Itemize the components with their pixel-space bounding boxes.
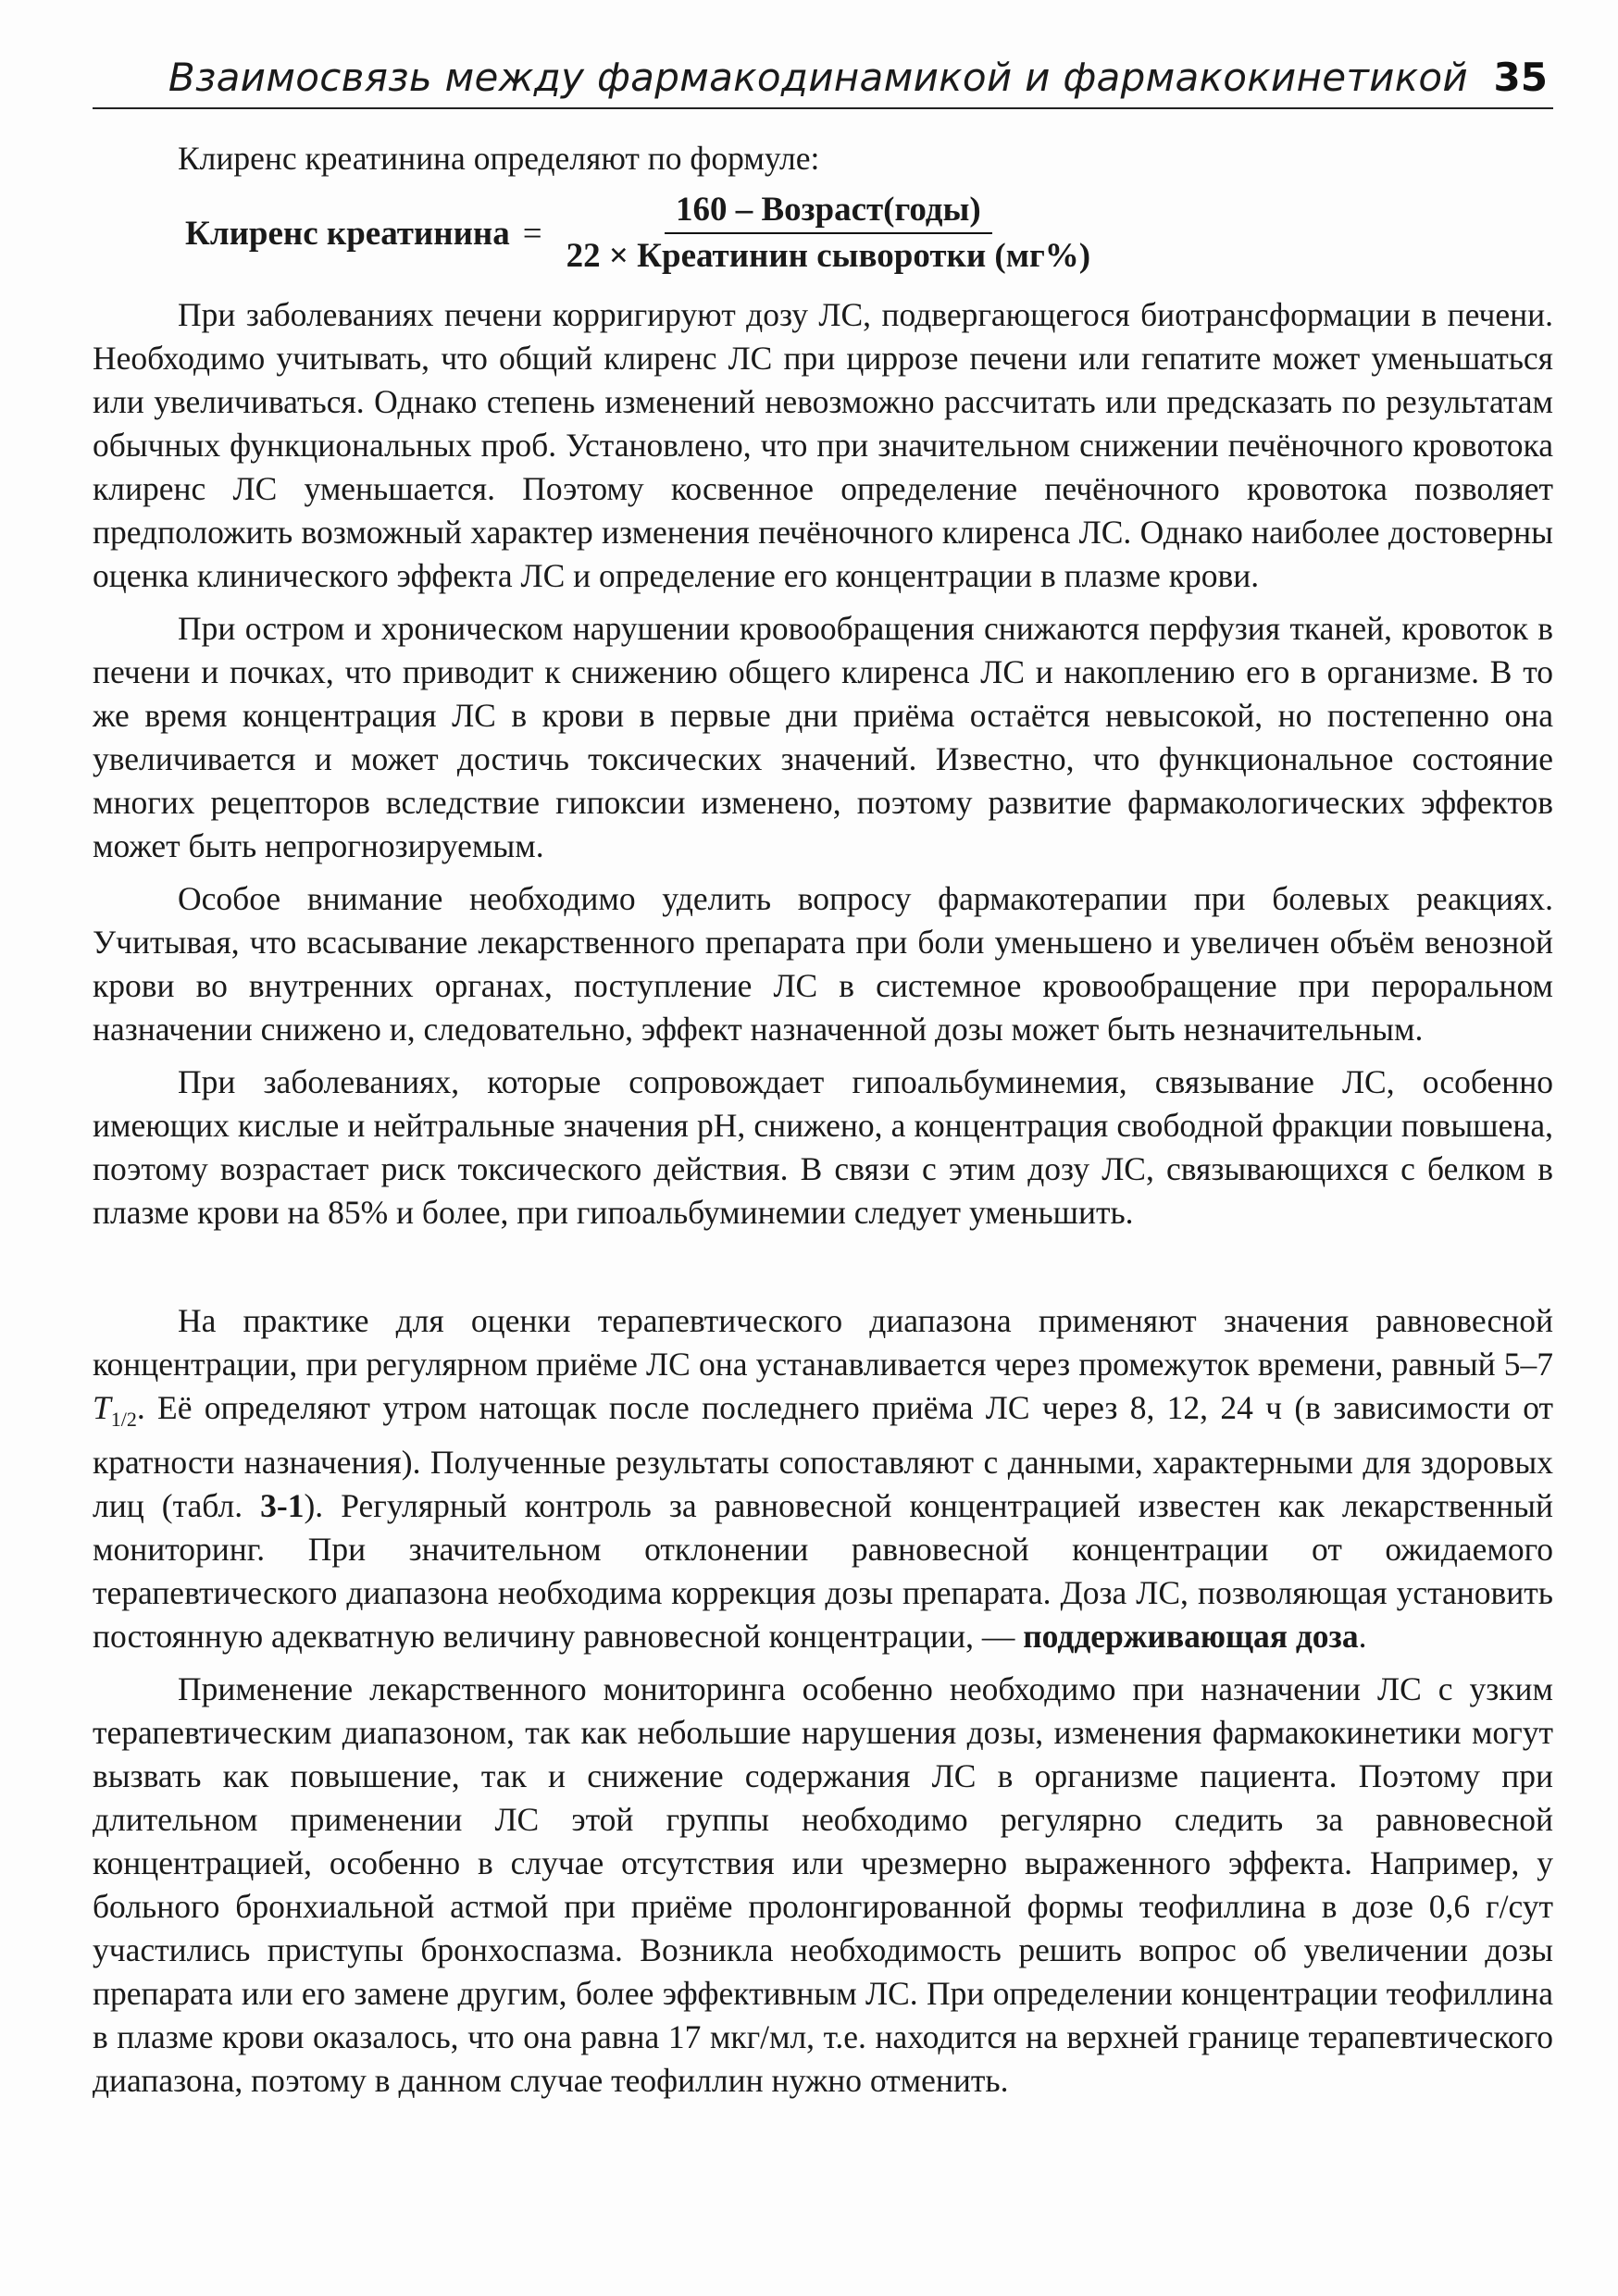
monitoring-text-3: ). Регулярный контроль за равновесной концентрацией известен как лекарственный мониторинг. При значительном отклонении равновесной концентрации от ожидаемого терапевтического диапазона необходима коррекция дозы препарата. Доза ЛС, позволяющая установить постоянную адекватную величину равновесной концентрации, —	[93, 1487, 1553, 1656]
half-life-subscript: 1/2	[110, 1408, 137, 1432]
half-life-symbol: T	[93, 1389, 111, 1426]
paragraph-circulation: При остром и хроническом нарушении кровообращения снижаются перфузия тканей, кровоток в печени и почках, что приводит к снижению общего клиренса ЛС и накоплению его в организме. В то же время концентрация ЛС в крови в первые дни приёма остаётся невысокой, но постепенно она увеличивается и может достичь токсических значений. Известно, что функциональное состояние многих рецепторов вследствие гипоксии изменено, поэтому развитие фармакологических эффектов может быть непрогнозируемым.	[93, 610, 1553, 864]
page-number: 35	[1493, 55, 1548, 100]
running-header	[93, 48, 1553, 109]
monitoring-text-1: На практике для оценки терапевтического диапазона применяют значения равновесной концентрации, при регулярном приёме ЛС она устанавливается через промежуток времени, равный 5–7	[93, 1302, 1553, 1383]
formula-intro: Клиренс креатинина определяют по формуле:	[178, 140, 820, 177]
section-gap	[93, 1244, 1553, 1299]
formula-numerator: 160 – Возраст(годы)	[665, 190, 992, 234]
paragraph-hypoalbuminemia: При заболеваниях, которые сопровождает гипоальбуминемия, связывание ЛС, особенно имеющих кислые и нейтральные значения pH, снижено, а концентрация свободной фракции повышена, поэтому возрастает риск токсического действия. В связи с этим дозу ЛС, связывающихся с белком в плазме крови на 85% и более, при гипоальбуминемии следует уменьшить.	[93, 1063, 1553, 1231]
page-body	[93, 137, 1553, 2112]
running-header-title: Взаимосвязь между фармакодинамикой и фармакокинетикой	[168, 55, 1468, 100]
table-reference: 3-1	[260, 1487, 305, 1525]
formula-lhs: Клиренс креатинина	[185, 214, 510, 253]
paragraph-monitoring	[93, 1299, 1553, 1658]
creatinine-clearance-formula	[185, 190, 1553, 277]
paragraph-pain: Особое внимание необходимо уделить вопросу фармакотерапии при болевых реакциях. Учитывая, что всасывание лекарственного препарата при боли уменьшено и увеличен объём венозной крови во внутренних органах, поступление ЛС в системное кровообращение при пероральном назначении снижено и, следовательно, эффект назначенной дозы может быть незначительным.	[93, 880, 1553, 1048]
monitoring-text-4: .	[1358, 1618, 1367, 1656]
formula-fraction	[555, 190, 1102, 277]
paragraph-liver: При заболеваниях печени корригируют дозу ЛС, подвергающегося биотрансформации в печени. Необходимо учитывать, что общий клиренс ЛС при циррозе печени или гепатите может уменьшаться или увеличиваться. Однако степень изменений невозможно рассчитать или предсказать по результатам обычных функциональных проб. Установлено, что при значительном снижении печёночного кровотока клиренс ЛС уменьшается. Поэтому косвенное определение печёночного кровотока позволяет предположить возможный характер изменения печёночного клиренса ЛС. Однако наиболее достоверны оценка клинического эффекта ЛС и определение его концентрации в плазме крови.	[93, 296, 1553, 594]
formula-denominator: 22 × Креатинин сыворотки (мг%)	[566, 237, 1091, 275]
maintenance-dose-term: поддерживающая доза	[1023, 1618, 1359, 1656]
paragraph-drug-monitoring: Применение лекарственного мониторинга особенно необходимо при назначении ЛС с узким терапевтическим диапазоном, так как небольшие нарушения дозы, изменения фармакокинетики могут вызвать как повышение, так и снижение содержания ЛС в организме пациента. Поэтому при длительном применении ЛС этой группы необходимо регулярно следить за равновесной концентрацией, особенно в случае отсутствия или чрезмерно выраженного эффекта. Например, у больного бронхиальной астмой при приёме пролонгированной формы теофиллина в дозе 0,6 г/сут участились приступы бронхоспазма. Возникла необходимость решить вопрос об увеличении дозы препарата или его замене другим, более эффективным ЛС. При определении концентрации теофиллина в плазме крови оказалось, что она равна 17 мкг/мл, т.е. находится на верхней границе терапевтического диапазона, поэтому в данном случае теофиллин нужно отменить.	[93, 1670, 1553, 2100]
monitoring-text-2: . Её определяют утром натощак после последнего приёма ЛС через 8, 12, 24 ч (в зависимости от кратности назначения). Полученные результаты сопоставляют с данными, характерными для здоровых лиц (табл.	[93, 1389, 1553, 1525]
formula-equals: =	[522, 214, 542, 253]
